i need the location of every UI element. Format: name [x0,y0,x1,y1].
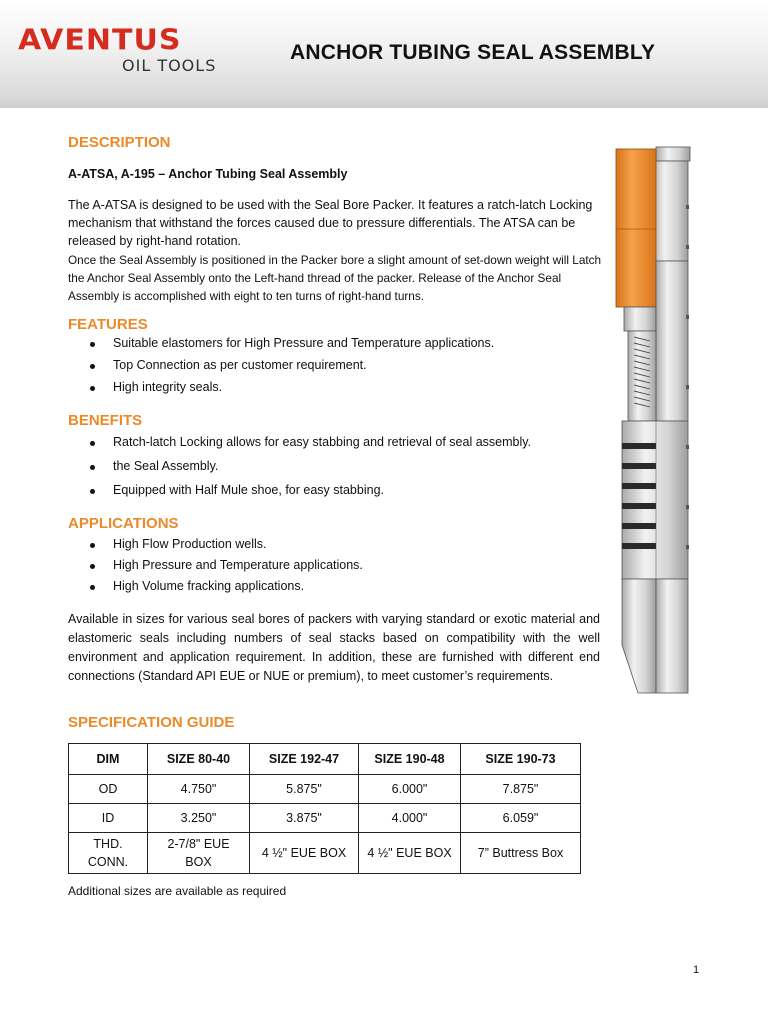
table-header-cell: SIZE 190-48 [359,744,461,775]
application-item: High Volume fracking applications. [68,579,363,600]
half-mule-shoe [622,579,656,693]
table-header-cell: SIZE 190-73 [461,744,581,775]
table-cell: 2-7/8" EUE BOX [148,833,250,874]
table-cell: OD [69,775,148,804]
description-subheading: A-ATSA, A-195 – Anchor Tubing Seal Assembly [68,167,348,181]
page-header [0,0,768,108]
table-cell: 3.875" [250,804,359,833]
benefits-list [68,435,531,507]
specification-heading: SPECIFICATION GUIDE [68,714,235,731]
applications-heading: APPLICATIONS [68,515,179,532]
table-cell: 7” Buttress Box [461,833,581,874]
table-row [69,833,581,874]
seal-assembly-illustration [608,145,698,697]
upper-housing [652,161,688,261]
table-header-cell: DIM [69,744,148,775]
benefits-heading: BENEFITS [68,412,143,429]
table-header-cell: SIZE 80-40 [148,744,250,775]
table-cell: 4.000" [359,804,461,833]
features-heading: FEATURES [68,316,148,333]
table-row [69,804,581,833]
table-cell: 7.875" [461,775,581,804]
feature-item: Suitable elastomers for High Pressure and Temperature applications. [68,336,494,358]
top-collar [656,147,690,161]
body-neck [624,307,656,331]
table-cell: THD. CONN. [69,833,148,874]
benefit-item: Ratch-latch Locking allows for easy stabbing and retrieval of seal assembly. [68,435,531,459]
specification-table [68,743,581,874]
table-header-row [69,744,581,775]
description-heading: DESCRIPTION [68,134,171,151]
company-logo: AVENTUS [18,23,182,58]
lower-housing [656,579,688,693]
applications-paragraph: Available in sizes for various seal bores of packers with varying standard or exotic material and elastomeric seals including numbers of seal stacks based on compatibility with the well environment and application requirement. In addition, these are furnished with different end connections (Standard API EUE or NUE or premium), to meet customer’s requirements. [68,612,600,683]
benefit-item: the Seal Assembly. [68,459,531,483]
features-list [68,336,494,402]
table-cell: 5.875" [250,775,359,804]
table-cell: ID [69,804,148,833]
company-logo-subtitle: OIL TOOLS [122,56,217,75]
description-paragraph-1: The A-ATSA is designed to be used with the Seal Bore Packer. It features a ratch-latch Locking mechanism that withstand the forces caused due to pressure differentials. The ATSA can be released by right-hand rotation. [68,198,593,248]
application-item: High Pressure and Temperature applications. [68,558,363,579]
page-number: 1 [693,964,700,976]
feature-item: High integrity seals. [68,380,494,402]
table-cell: 6.059" [461,804,581,833]
top-sub-orange [616,149,656,307]
table-cell: 6.000" [359,775,461,804]
feature-item: Top Connection as per customer requirement. [68,358,494,380]
mid-housing [656,261,688,421]
table-cell: 4 ½" EUE BOX [250,833,359,874]
document-title: ANCHOR TUBING SEAL ASSEMBLY [290,41,656,64]
application-item: High Flow Production wells. [68,537,363,558]
applications-list [68,537,363,600]
table-cell: 4 ½" EUE BOX [359,833,461,874]
benefit-item: Equipped with Half Mule shoe, for easy stabbing. [68,483,531,507]
description-paragraph-2: Once the Seal Assembly is positioned in the Packer bore a slight amount of set-down weight will Latch the Anchor Seal Assembly onto the Left-hand thread of the packer. Release of the Anchor Seal Assembly is accomplished with eight to ten turns of right-hand turns. [68,253,602,303]
table-header-cell: SIZE 192-47 [250,744,359,775]
table-cell: 3.250" [148,804,250,833]
table-cell: 4.750" [148,775,250,804]
specification-footnote: Additional sizes are available as required [68,884,287,898]
ratch-latch [628,331,656,421]
table-row [69,775,581,804]
